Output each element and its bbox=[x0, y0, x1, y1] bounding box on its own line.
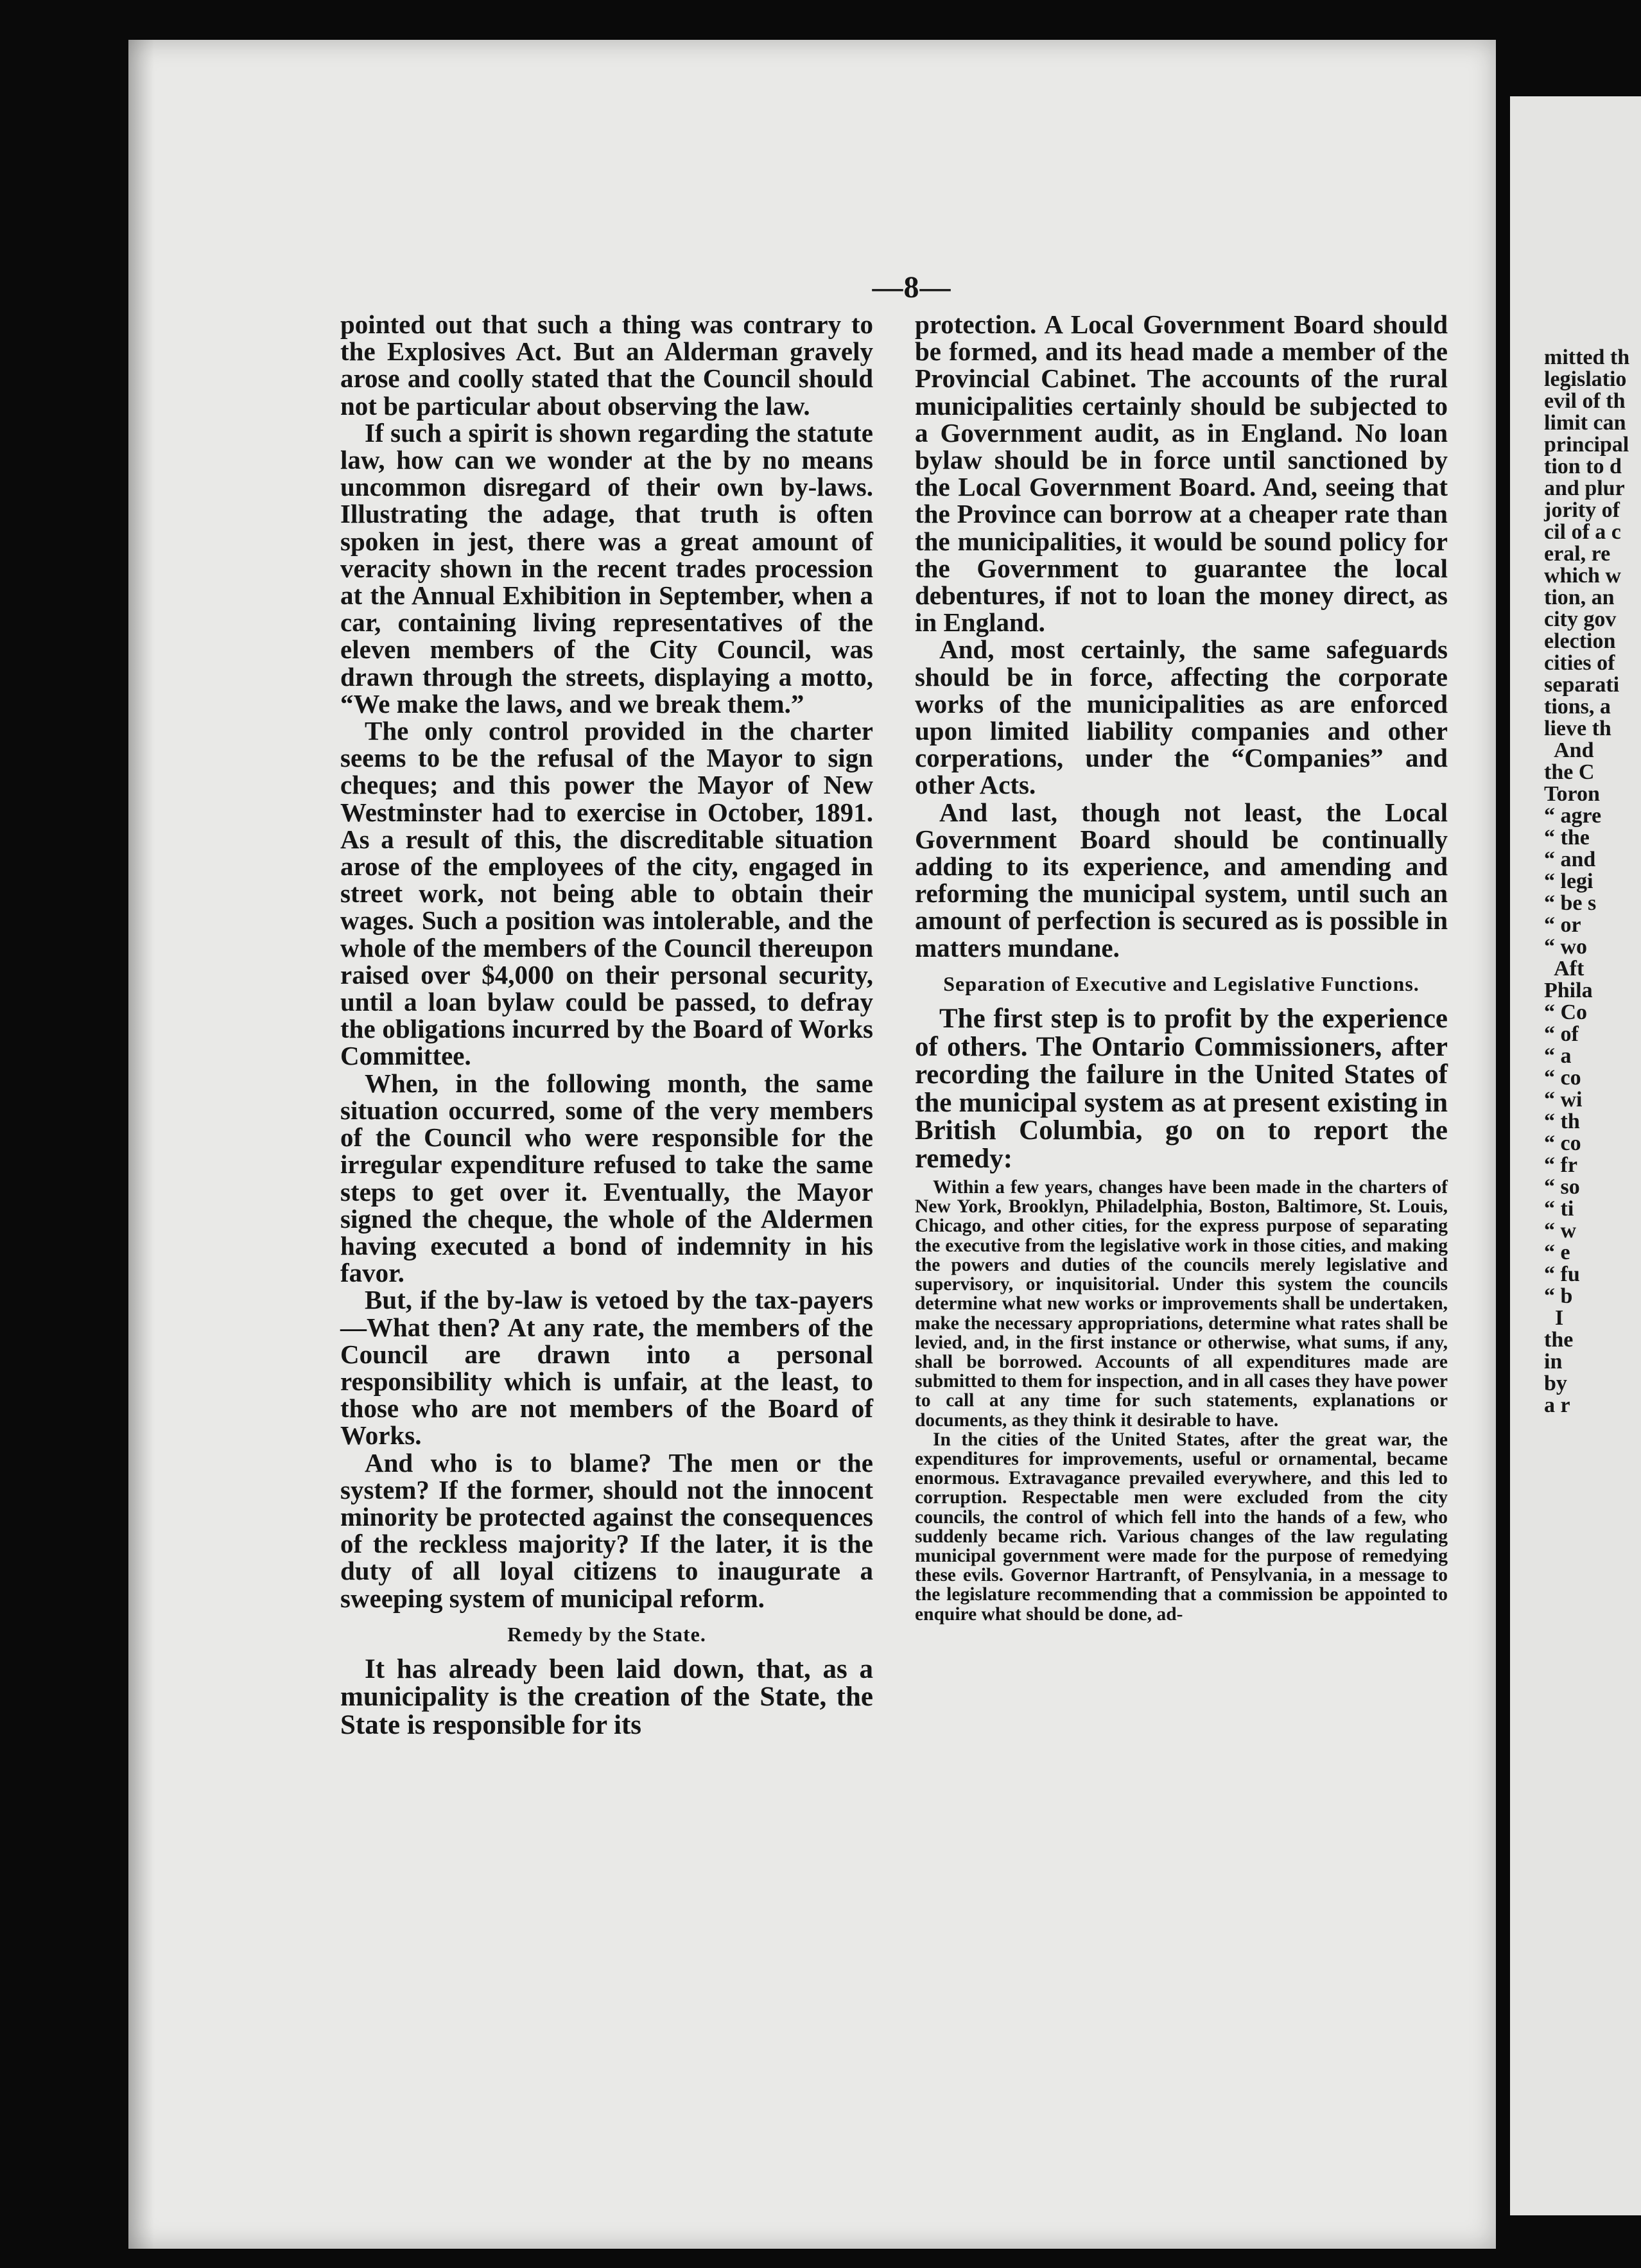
paragraph: It has already been laid down, that, as a municipality is the creation of the State, the State is responsible for its bbox=[340, 1653, 873, 1740]
next-page-text-fragment: mitted th legislatio evil of th limit can principal tion to d and plur jority of cil of a c eral, re which w tion, an city gov election cities of separati tions, a lieve th And the C Toron “ agre “ the “ and “ legi “ be s “ or “ wo Aft Phila “ Co “ of “ a “ co “ wi “ th “ co “ fr “ so “ ti “ w “ e “ fu “ b I the in by a r bbox=[1544, 345, 1630, 1417]
paragraph: pointed out that such a thing was contrary to the Explosives Act. But an Alderman gravely arose and coolly stated that the Council should not be particular about observing the law. bbox=[340, 310, 873, 421]
page-number: —8— bbox=[872, 270, 951, 304]
paragraph: And who is to blame? The men or the system? If the former, should not the innocent minority be protected against the consequences of the reckless majority? If the later, it is the duty of all loyal citizens to inaugurate a sweeping system of municipal reform. bbox=[340, 1447, 873, 1613]
paragraph: protection. A Local Government Board should be formed, and its head made a member of the Provincial Cabinet. The accounts of the rural municipalities certainly should be subjected to a Government audit, as in England. No loan bylaw should be in force until sanctioned by the Local Government Board. And, seeing that the Province can borrow at a cheaper rate than the municipalities, it would be sound policy for the Government to guarantee the local debentures, if not to loan the money direct, as in England. bbox=[915, 310, 1448, 638]
paragraph: The first step is to profit by the experience of others. The Ontario Commissioners, after recording the failure in the United States of the municipal system as at present existing in British Columbia, go on to report the remedy: bbox=[915, 1004, 1448, 1174]
left-column bbox=[340, 311, 873, 1739]
paragraph: The only control provided in the charter seems to be the refusal of the Mayor to sign cheques; and this power the Mayor of New Westminster had to exercise in October, 1891. As a result of this, the discreditable situation arose of the employees of the city, engaged in street work, not being able to obtain their wages. Such a position was intolerable, and the whole of the members of the Council thereupon raised over $4,000 on their personal security, until a loan bylaw could be passed, to defray the obligations incurred by the Board of Works Committee. bbox=[340, 716, 873, 1071]
quoted-paragraph: Within a few years, changes have been made in the charters of New York, Brooklyn, Philadelphia, Boston, Baltimore, St. Louis, Chicago, and other cities, for the express purpose of separating the executive from the legislative work in those cities, and making the powers and duties of the councils merely legislative and supervisory, or inquisitorial. Under this system the councils determine what new works or improvements shall be undertaken, make the necessary appropriations, determine what rates shall be levied, and, in the first instance or otherwise, what sums, if any, shall be borrowed. Accounts of all expenditures made are submitted to them for inspection, and in all cases they have power to call at any time for such statements, explanations or documents, as they think it desirable to have. bbox=[915, 1177, 1448, 1431]
quoted-paragraph: In the cities of the United States, after the great war, the expenditures for improvements, useful or ornamental, became enormous. Extravagance prevailed everywhere, and this led to corruption. Respectable men were excluded from the city councils, the control of which fell into the hands of a few, who suddenly became rich. Various changes of the law regulating municipal government were made for the purpose of remedying these evils. Governor Hartranft, of Pensylvania, in a message to the legislature recommending that a commission be appointed to enquire what should be done, ad- bbox=[915, 1429, 1448, 1625]
paragraph: If such a spirit is shown regarding the statute law, how can we wonder at the by no means uncommon disregard of their own by-laws. Illustrating the adage, that truth is often spoken in jest, there was a great amount of veracity shown in the recent trades procession at the Annual Exhibition in September, when a car, containing living representatives of the eleven members of the City Council, was drawn through the streets, displaying a motto, “We make the laws, and we break them.” bbox=[340, 417, 873, 719]
paragraph: And last, though not least, the Local Government Board should be continually adding to its experience, and amending and reforming the municipal system, until such an amount of perfection is secured as is possible in matters mundane. bbox=[915, 797, 1448, 963]
paragraph: When, in the following month, the same situation occurred, some of the very members of the Council who were responsible for the irregular expenditure refused to take the same steps to get over it. Eventually, the Mayor signed the cheque, the whole of the Aldermen having executed a bond of indemnity in his favor. bbox=[340, 1068, 873, 1288]
right-column bbox=[915, 311, 1448, 1624]
section-heading: Remedy by the State. bbox=[507, 1622, 706, 1646]
paragraph: And, most certainly, the same safeguards should be in force, affecting the corporate works of the municipalities as are enforced upon limited liability companies and other corperations, under the “Companies” and other Acts. bbox=[915, 634, 1448, 800]
section-heading: Separation of Executive and Legislative Functions. bbox=[943, 972, 1420, 995]
paragraph: But, if the by-law is vetoed by the tax-payers—What then? At any rate, the members of the Council are drawn into a personal responsibility which is unfair, at the least, to those who are not members of the Board of Works. bbox=[340, 1285, 873, 1451]
